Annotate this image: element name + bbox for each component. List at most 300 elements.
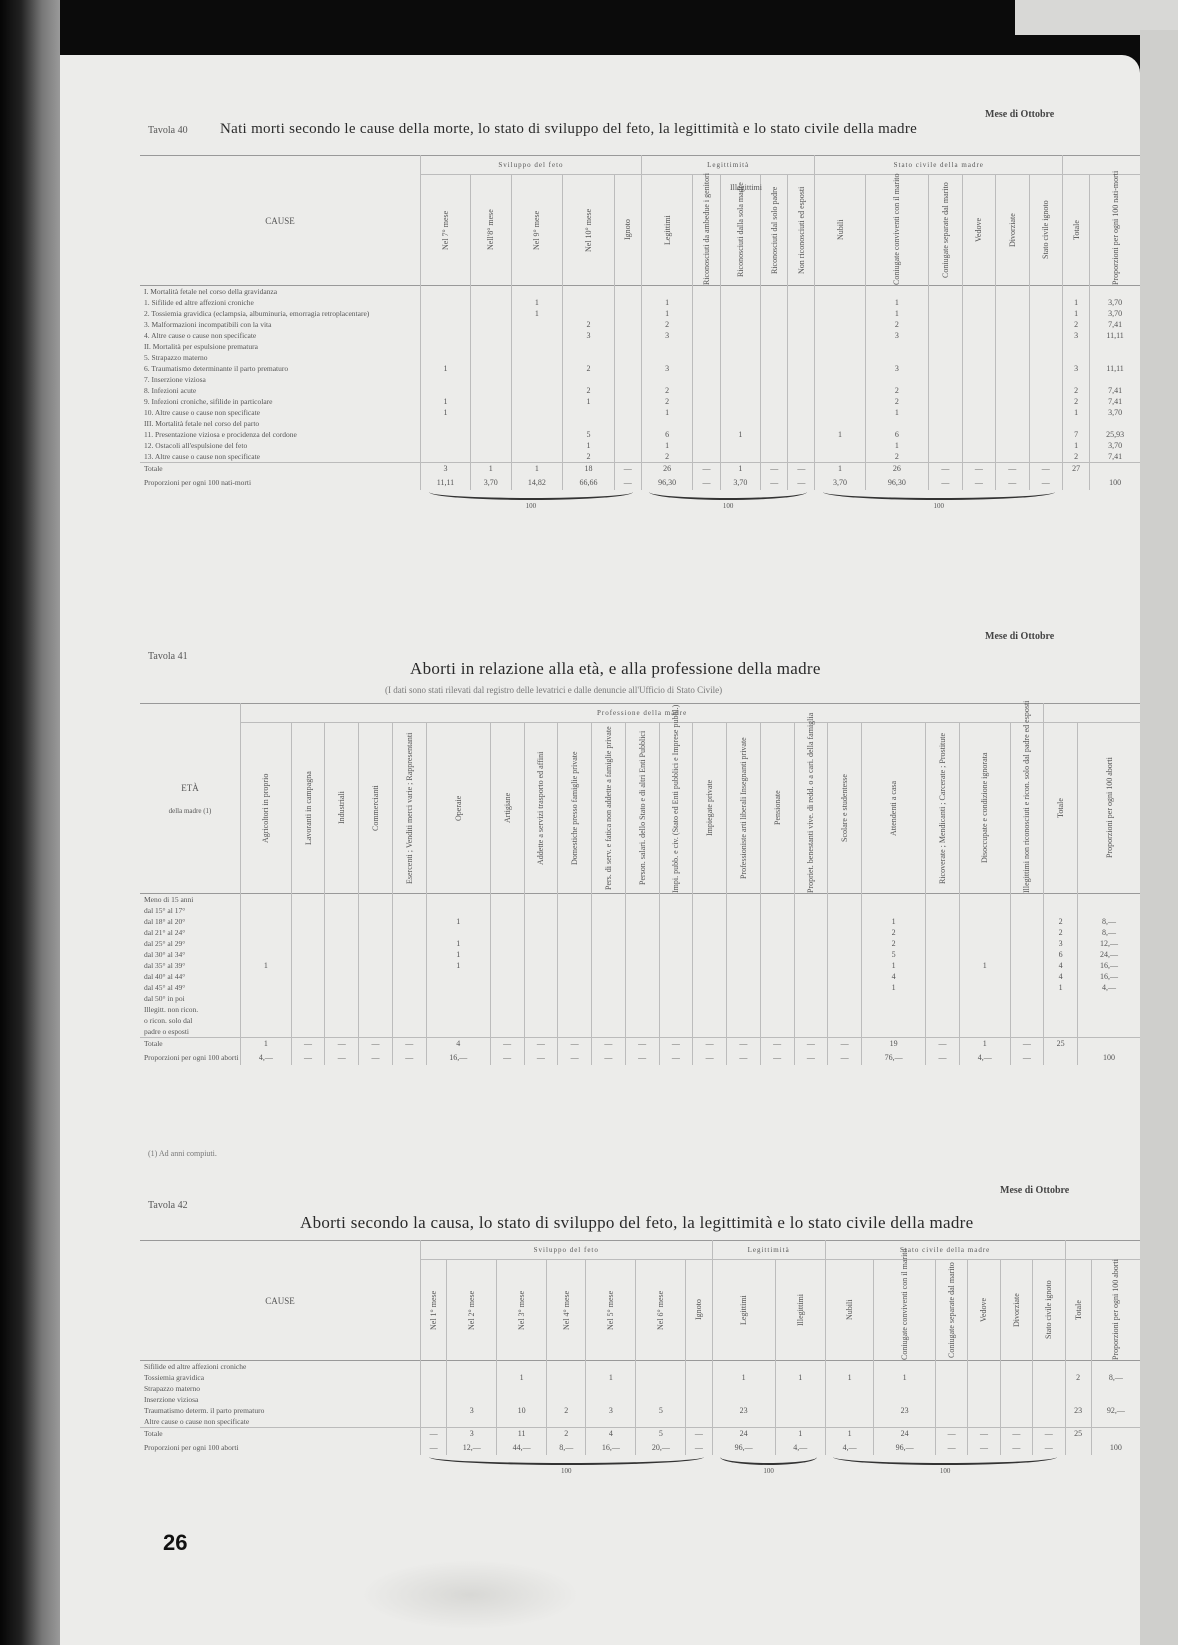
proportion-cell: — [686, 1439, 712, 1455]
table-cell [558, 982, 592, 993]
table-cell [241, 927, 292, 938]
table-cell [996, 308, 1029, 319]
proportion-cell: 96,30 [865, 474, 929, 490]
total-row [140, 463, 1140, 475]
total-cell: 1 [511, 463, 563, 475]
table-cell [926, 894, 960, 906]
table-cell [625, 938, 659, 949]
total-cell: — [359, 1038, 393, 1050]
column-header [761, 175, 788, 286]
table-cell [1010, 982, 1044, 993]
table-cell [625, 894, 659, 906]
table-cell [325, 971, 359, 982]
table-cell [291, 916, 325, 927]
column-header-text: Nel 10° mese [583, 208, 593, 252]
document-page [60, 55, 1140, 1645]
table-cell [421, 330, 471, 341]
table-cell [693, 418, 720, 429]
proportion-cell: — [524, 1049, 558, 1065]
table-cell [996, 297, 1029, 308]
table-row [140, 938, 1140, 949]
proportion-cell: 16,— [426, 1049, 490, 1065]
table-cell [392, 1026, 426, 1038]
column-header [586, 1260, 636, 1361]
total-cell: 1 [959, 1038, 1010, 1050]
proportion-cell: — [359, 1049, 393, 1065]
table-cell [470, 396, 511, 407]
proportion-cell: 4,— [775, 1439, 825, 1455]
table-cell [686, 1405, 712, 1416]
row-label: Altre cause o cause non specificate [144, 1417, 250, 1426]
table-cell [794, 993, 828, 1004]
table-cell [968, 1361, 1000, 1373]
table-cell [727, 916, 761, 927]
table-cell [392, 938, 426, 949]
table-cell [625, 982, 659, 993]
row-label: II. Mortalità per espulsione prematura [144, 342, 258, 351]
table-row [140, 1004, 1140, 1015]
proportion-cell: 3,70 [470, 474, 511, 490]
table-cell [720, 286, 761, 298]
column-header-text: Nubili [835, 219, 845, 241]
total-cell: — [693, 1038, 727, 1050]
table-cell [1078, 993, 1141, 1004]
table-cell [959, 971, 1010, 982]
table-cell [926, 982, 960, 993]
table-cell [760, 982, 794, 993]
table-cell: 11,11 [1090, 363, 1140, 374]
column-header-text: Stato civile ignoto [1044, 1280, 1054, 1340]
proportion-label: Proporzioni per ogni 100 aborti [144, 1442, 239, 1452]
table-cell [563, 297, 615, 308]
table-cell [962, 385, 995, 396]
table-cell: 2 [563, 385, 615, 396]
table-cell: 3,70 [1090, 407, 1140, 418]
column-header [686, 1260, 712, 1361]
table-cell [659, 938, 693, 949]
table-cell [470, 286, 511, 298]
column-header-text: Ignoto [694, 1299, 704, 1321]
table-cell [359, 1015, 393, 1026]
column-header-text: Nel 1° mese [429, 1290, 439, 1330]
brace-spacer [1065, 1455, 1140, 1477]
row-label: Strapazzo materno [144, 1384, 201, 1393]
table-cell [926, 949, 960, 960]
table-cell [426, 993, 490, 1004]
table-cell [291, 1026, 325, 1038]
table-cell [625, 927, 659, 938]
column-header-text: Totale [1073, 1300, 1083, 1320]
total-cell: — [727, 1038, 761, 1050]
table-cell [693, 297, 720, 308]
table-cell [490, 993, 524, 1004]
row-label: 5. Strapazzo materno [144, 353, 208, 362]
column-header [775, 1260, 825, 1361]
table-cell [291, 927, 325, 938]
column-header [788, 175, 815, 286]
table-cell: 1 [563, 440, 615, 451]
table-cell [421, 1361, 447, 1373]
table-cell [1065, 1361, 1091, 1373]
brace-label: 100 [722, 502, 734, 510]
table-cell [865, 341, 929, 352]
row-header-text: CAUSE [265, 215, 295, 226]
total-cell: 1 [470, 463, 511, 475]
table-cell [828, 982, 862, 993]
table-cell: 1 [862, 916, 926, 927]
table-cell: 1 [865, 297, 929, 308]
table-cell [693, 319, 720, 330]
table-cell: 10 [497, 1405, 547, 1416]
proportion-cell: — [421, 1439, 447, 1455]
table-cell [788, 418, 815, 429]
table-cell [996, 451, 1029, 463]
column-header-text: Ignoto [623, 219, 633, 241]
total-cell: — [421, 1428, 447, 1440]
table-cell [962, 286, 995, 298]
proportion-cell: 3,70 [720, 474, 761, 490]
table-cell [511, 385, 563, 396]
column-header [727, 723, 761, 894]
table41-title: Aborti in relazione alla età, e alla professione della madre [410, 659, 821, 678]
table-cell [815, 297, 865, 308]
table-cell [421, 374, 471, 385]
table-cell [426, 971, 490, 982]
table-cell [761, 319, 788, 330]
column-header [359, 723, 393, 894]
brace-spacer [140, 1455, 421, 1477]
column-header [862, 723, 926, 894]
column-header-text: Professioniste arti liberali Insegnanti private [738, 737, 748, 879]
column-header [592, 723, 626, 894]
table-cell [788, 341, 815, 352]
table-cell [775, 1394, 825, 1405]
table-cell [693, 916, 727, 927]
row-header [140, 1241, 421, 1361]
row-label: 3. Malformazioni incompatibili con la vita [144, 320, 272, 329]
table-row [140, 341, 1140, 352]
table-cell [825, 1394, 874, 1405]
total-cell: — [788, 463, 815, 475]
table-cell [563, 308, 615, 319]
table-cell [815, 407, 865, 418]
total-label: Totale [140, 1038, 241, 1050]
row-label: dal 35° al 39° [144, 961, 186, 970]
table-cell: 1 [641, 297, 693, 308]
table-cell [720, 385, 761, 396]
column-header [1090, 170, 1140, 286]
table-cell [511, 429, 563, 440]
proportion-cell: 12,— [447, 1439, 497, 1455]
column-header [926, 723, 960, 894]
table-cell [865, 418, 929, 429]
table-cell [421, 319, 471, 330]
table-cell [828, 971, 862, 982]
table-cell [421, 429, 471, 440]
column-header [511, 175, 563, 286]
table-row [140, 1394, 1140, 1405]
row-header-sub: della madre (1) [168, 806, 212, 815]
total-cell: 4 [586, 1428, 636, 1440]
column-header-text: Coniugate separate dal marito [947, 1262, 957, 1358]
table-row [140, 1383, 1140, 1394]
group-header-row [140, 1241, 1140, 1260]
table-cell [558, 894, 592, 906]
table-cell [447, 1372, 497, 1383]
column-header [794, 712, 828, 894]
table-cell [421, 1416, 447, 1428]
table-cell [929, 352, 962, 363]
table-cell [1029, 363, 1063, 374]
table-cell [1078, 1026, 1141, 1038]
table-cell [592, 971, 626, 982]
table-cell: 23 [874, 1405, 936, 1416]
table-cell [1090, 418, 1140, 429]
column-header-text: Industriali [337, 791, 347, 825]
table-cell [470, 407, 511, 418]
row-label: dal 18° al 20° [144, 917, 186, 926]
group-header-3 [1065, 1241, 1140, 1260]
column-header-text: Esercenti ; Venditi merci varie ; Rappresentanti [404, 732, 414, 884]
table-cell [996, 330, 1029, 341]
table-cell [929, 407, 962, 418]
column-header-text: Nell'8° mese [486, 209, 496, 251]
total-cell: — [693, 463, 720, 475]
column-header [291, 723, 325, 894]
table-cell: 3,70 [1090, 297, 1140, 308]
table-cell [558, 971, 592, 982]
table-cell [325, 1004, 359, 1015]
table-row [140, 905, 1140, 916]
table-cell [614, 440, 641, 451]
table-cell [241, 971, 292, 982]
table-cell [241, 982, 292, 993]
proportion-cell: — [996, 474, 1029, 490]
table-cell [1029, 308, 1063, 319]
table-cell [470, 363, 511, 374]
table-cell [996, 429, 1029, 440]
table-cell [693, 971, 727, 982]
table-cell [929, 374, 962, 385]
table-cell [291, 1015, 325, 1026]
table-cell [511, 440, 563, 451]
table-cell [325, 927, 359, 938]
row-header [140, 704, 241, 894]
table-cell [359, 949, 393, 960]
table-cell [359, 905, 393, 916]
total-cell: 4 [426, 1038, 490, 1050]
table-cell [359, 938, 393, 949]
table-cell [291, 894, 325, 906]
table-cell [241, 905, 292, 916]
brace-row [140, 1455, 1140, 1477]
table-cell [636, 1394, 686, 1405]
table-cell [1044, 905, 1078, 916]
table-cell [935, 1405, 967, 1416]
table-cell: 1 [426, 949, 490, 960]
proportion-cell [1063, 474, 1090, 490]
table-cell [1044, 1004, 1078, 1015]
table-cell [760, 894, 794, 906]
table-cell [996, 418, 1029, 429]
table-cell [558, 1026, 592, 1038]
table-cell: 2 [1063, 319, 1090, 330]
table-cell [511, 330, 563, 341]
table-cell [659, 971, 693, 982]
table-cell [241, 1026, 292, 1038]
table-cell [1029, 385, 1063, 396]
table-cell [447, 1416, 497, 1428]
row-label: Traumatismo determ. il parto prematuro [144, 1406, 265, 1415]
table-cell [614, 396, 641, 407]
table-cell [959, 982, 1010, 993]
table-cell [828, 894, 862, 906]
proportion-cell: — [926, 1049, 960, 1065]
table-cell [815, 352, 865, 363]
table-cell: 3 [865, 363, 929, 374]
row-label: Sifilide ed altre affezioni croniche [144, 1362, 247, 1371]
table-cell [693, 1004, 727, 1015]
column-header-row [140, 723, 1140, 894]
table-cell [592, 960, 626, 971]
table-cell: 1 [641, 407, 693, 418]
column-header-text: Nel 7° mese [440, 210, 450, 250]
table-cell [659, 1015, 693, 1026]
table-cell [788, 297, 815, 308]
column-header-text: Stato civile ignoto [1041, 200, 1051, 260]
table-cell [426, 927, 490, 938]
column-header [614, 175, 641, 286]
table-cell: 1 [865, 440, 929, 451]
table-cell [1091, 1394, 1140, 1405]
table-cell [686, 1372, 712, 1383]
table-cell [828, 1004, 862, 1015]
table-cell [524, 971, 558, 982]
table-cell [421, 297, 471, 308]
table-cell: 3,70 [1090, 308, 1140, 319]
table-cell [962, 363, 995, 374]
table-cell [497, 1394, 547, 1405]
table-cell [962, 429, 995, 440]
table-cell: 1 [712, 1372, 775, 1383]
table-cell [929, 286, 962, 298]
table-cell [1044, 1026, 1078, 1038]
table-cell [962, 374, 995, 385]
column-header [490, 723, 524, 894]
table-cell [959, 916, 1010, 927]
table-cell [935, 1361, 967, 1373]
table-cell: 1 [815, 429, 865, 440]
total-cell: — [686, 1428, 712, 1440]
table-cell [794, 982, 828, 993]
table-cell [1065, 1394, 1091, 1405]
column-header [421, 1260, 447, 1361]
column-header-text: Coniugate conviventi con il marito [892, 173, 902, 285]
table-cell [760, 993, 794, 1004]
table-row [140, 429, 1140, 440]
table-cell [962, 308, 995, 319]
table-cell [828, 960, 862, 971]
table-cell [788, 374, 815, 385]
table-cell [815, 396, 865, 407]
column-header-text: Nel 2° mese [467, 1290, 477, 1330]
table-row [140, 993, 1140, 1004]
table-cell [659, 1004, 693, 1015]
table-cell [1065, 1383, 1091, 1394]
table-cell [1029, 440, 1063, 451]
total-cell: — [659, 1038, 693, 1050]
table-cell [325, 894, 359, 906]
column-header [825, 1260, 874, 1361]
table-row [140, 352, 1140, 363]
table-cell [727, 971, 761, 982]
table-cell [291, 1004, 325, 1015]
table-cell [421, 1394, 447, 1405]
table-cell [761, 407, 788, 418]
proportion-row [140, 1049, 1140, 1065]
table-cell: 8,— [1091, 1372, 1140, 1383]
column-header-text: Nubili [845, 1299, 855, 1321]
total-cell: 1 [720, 463, 761, 475]
group-header-0: Sviluppo del feto [421, 156, 642, 175]
table-cell [1078, 894, 1141, 906]
group-header-row [140, 156, 1140, 175]
row-label: dal 40° al 44° [144, 972, 186, 981]
total-row [140, 1038, 1140, 1050]
table-cell [592, 949, 626, 960]
proportion-cell: 11,11 [421, 474, 471, 490]
group-header-3 [1063, 156, 1140, 175]
column-header-text: Nel 4° mese [561, 1290, 571, 1330]
table-cell [962, 297, 995, 308]
table-cell [625, 971, 659, 982]
table-cell: 16,— [1078, 971, 1141, 982]
column-header [1078, 723, 1141, 894]
table-cell [490, 905, 524, 916]
column-header [693, 175, 720, 286]
table-cell: 2 [1063, 385, 1090, 396]
table-cell [1029, 319, 1063, 330]
table-cell [968, 1383, 1000, 1394]
table-cell [794, 927, 828, 938]
table-cell [720, 407, 761, 418]
table-cell [625, 960, 659, 971]
table-cell [325, 982, 359, 993]
table-cell [1029, 429, 1063, 440]
table-cell [392, 949, 426, 960]
table-cell [592, 894, 626, 906]
table-row [140, 286, 1140, 298]
table-cell [761, 286, 788, 298]
group-header-1: Legittimità [712, 1241, 825, 1260]
table-cell: 3 [447, 1405, 497, 1416]
table-cell [421, 341, 471, 352]
proportion-cell: — [693, 474, 720, 490]
table-cell [760, 1015, 794, 1026]
table-row [140, 297, 1140, 308]
table-cell [291, 949, 325, 960]
column-header [959, 723, 1010, 894]
table-cell [825, 1361, 874, 1373]
row-label: Inserzione viziosa [144, 1395, 199, 1404]
table-cell [470, 374, 511, 385]
column-header-text: Impiegate private [705, 779, 715, 837]
table-cell: 1 [241, 960, 292, 971]
table-cell [761, 451, 788, 463]
table-row [140, 1026, 1140, 1038]
table-cell: 3 [586, 1405, 636, 1416]
table-cell: 23 [712, 1405, 775, 1416]
